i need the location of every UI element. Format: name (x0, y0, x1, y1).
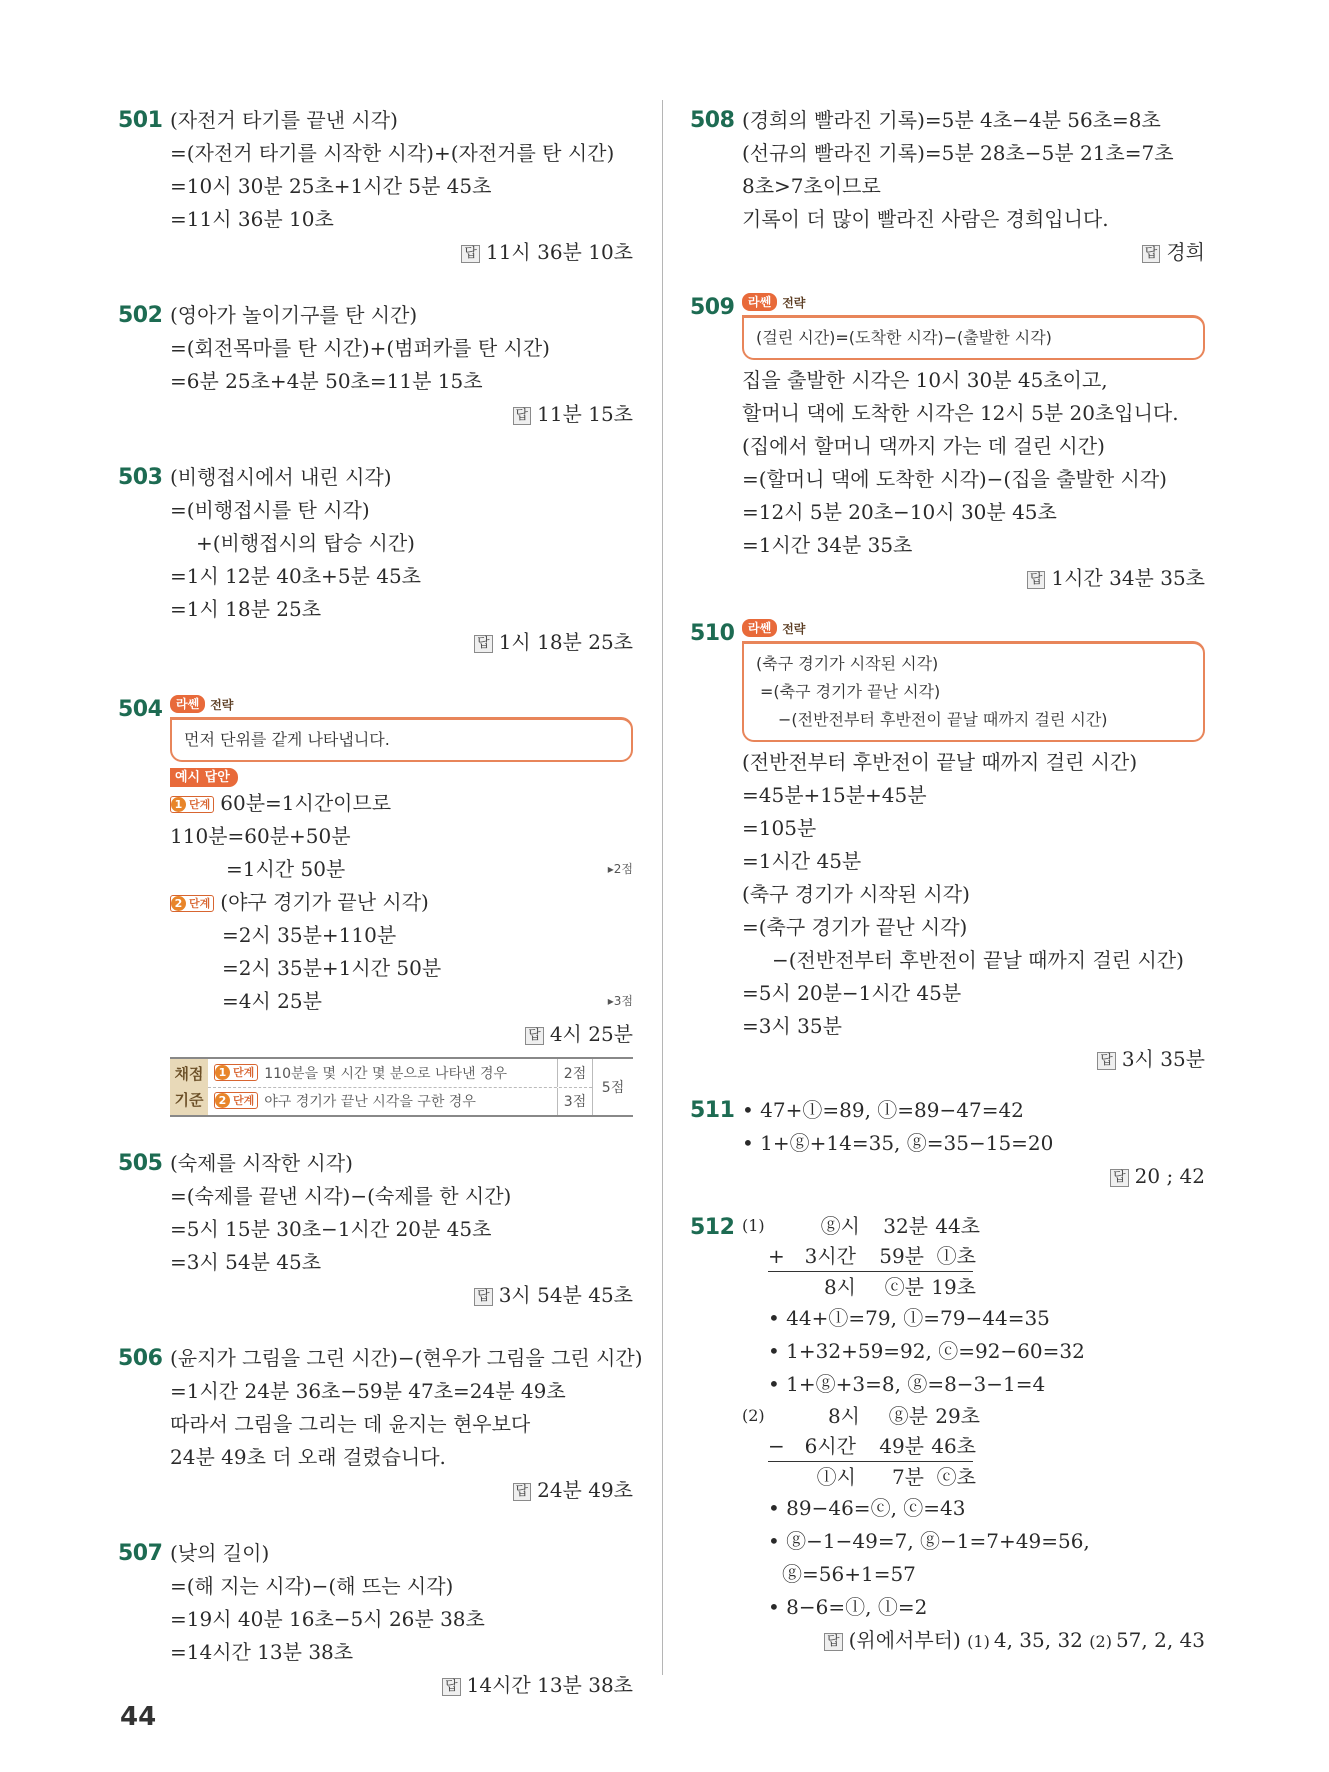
solution-line: =1시간 34분 35초 (742, 533, 913, 557)
problem-501 (118, 104, 633, 269)
solution-line: • ⓖ−1−49=7, ⓖ−1=7+49=56, (768, 1529, 1090, 1553)
problem-512 (690, 1211, 1205, 1658)
problem-number: 503 (118, 465, 163, 490)
strategy-box (742, 641, 1205, 742)
solution-line: • 89−46=ⓒ, ⓒ=43 (768, 1496, 966, 1520)
solution-line: (숙제를 시작한 시각) (170, 1151, 353, 1175)
problem-number: 510 (690, 621, 735, 646)
solution-line: • 8−6=ⓛ, ⓛ=2 (768, 1595, 928, 1619)
answer-icon: 답 (1110, 1169, 1129, 1187)
answer-icon: 답 (1027, 571, 1046, 589)
solution-line: =3시 54분 45초 (170, 1250, 322, 1274)
grading-total: 5점 (592, 1059, 633, 1115)
solution-line: (영아가 놀이기구를 탄 시간) (170, 303, 418, 327)
step1-line: 110분=60분+50분 (170, 824, 351, 848)
answer-icon: 답 (461, 245, 480, 263)
solution-line: =10시 30분 25초+1시간 5분 45초 (170, 174, 492, 198)
strategy-badge (742, 617, 1205, 639)
solution-line: +(비행접시의 탑승 시간) (196, 531, 415, 555)
solution-line: =5시 20분−1시간 45분 (742, 981, 962, 1005)
strategy-badge (742, 291, 1205, 313)
strategy-label: 전략 (782, 295, 806, 310)
solution-line: =1시 12분 40초+5분 45초 (170, 564, 421, 588)
step-badge-1: 1 단계 (170, 796, 214, 813)
solution-line: (전반전부터 후반전이 끝날 때까지 걸린 시간) (742, 750, 1138, 774)
answer-icon: 답 (824, 1633, 843, 1651)
solution-line: (선규의 빨라진 기록)=5분 28초−5분 21초=7초 (742, 141, 1174, 165)
step1-points: ▸2점 (607, 862, 633, 876)
solution-line: =12시 5분 20초−10시 30분 45초 (742, 500, 1057, 524)
solution-line: =45분+15분+45분 (742, 783, 927, 807)
strategy-text: 먼저 단위를 같게 나타냅니다. (184, 730, 390, 749)
raseen-label: 라쎈 (742, 619, 777, 637)
solution-line: • 1+32+59=92, ⓒ=92−60=32 (768, 1339, 1085, 1363)
answer (742, 236, 1205, 269)
vertical-addition (742, 1211, 1205, 1302)
vertical-row: + 3시간 59분 ⓛ초 (768, 1244, 976, 1268)
answer-text: 24분 49초 (537, 1478, 633, 1502)
problem-number: 504 (118, 697, 163, 722)
solution-line: 24분 49초 더 오래 걸렸습니다. (170, 1445, 446, 1469)
problem-number: 511 (690, 1098, 735, 1123)
raseen-label: 라쎈 (742, 293, 777, 311)
problem-510 (690, 617, 1205, 1076)
problem-number: 502 (118, 303, 163, 328)
solution-line: • 44+ⓛ=79, ⓛ=79−44=35 (768, 1306, 1050, 1330)
solution-line: (비행접시에서 내린 시각) (170, 465, 392, 489)
solution-line: =(숙제를 끝낸 시각)−(숙제를 한 시간) (170, 1184, 512, 1208)
strategy-text: −(전반전부터 후반전이 끝날 때까지 걸린 시간) (778, 710, 1108, 729)
solution-line: =(회전목마를 탄 시간)+(범퍼카를 탄 시간) (170, 336, 550, 360)
solution-line: =1시간 45분 (742, 849, 862, 873)
step-badge-2: 2 단계 (214, 1092, 258, 1109)
strategy-box (742, 315, 1205, 360)
solution-line: 집을 출발한 시각은 10시 30분 45초이고, (742, 368, 1108, 392)
solution-line: (윤지가 그림을 그린 시간)−(현우가 그림을 그린 시간) (170, 1346, 643, 1370)
strategy-box (170, 717, 633, 762)
solution-line: =(비행접시를 탄 시각) (170, 498, 370, 522)
answer (170, 1018, 633, 1051)
solution-line: =(축구 경기가 끝난 시각) (742, 915, 968, 939)
step2-line: 2 단계 (야구 경기가 끝난 시각) (170, 886, 633, 919)
vertical-row: ⓛ시 7분 ⓒ초 (816, 1465, 976, 1489)
vertical-subtraction (742, 1401, 1205, 1492)
problem-511 (690, 1094, 1205, 1193)
solution-line: =105분 (742, 816, 817, 840)
strategy-label: 전략 (782, 621, 806, 636)
strategy-text: =(축구 경기가 끝난 시각) (760, 682, 941, 701)
problem-505 (118, 1147, 633, 1312)
page-number: 44 (120, 1702, 157, 1732)
answer (742, 1043, 1205, 1076)
solution-line: ⓖ=56+1=57 (782, 1562, 916, 1586)
answer-text: 경희 (1166, 240, 1205, 264)
answer-text: 11시 36분 10초 (485, 240, 633, 264)
solution-line: =6분 25초+4분 50초=11분 15초 (170, 369, 483, 393)
problem-number: 509 (690, 295, 735, 320)
answer (742, 562, 1205, 595)
vertical-row: (1) ⓖ시 32분 44초 (742, 1214, 980, 1238)
solution-line: (자전거 타기를 끝낸 시각) (170, 108, 398, 132)
solution-line: (경희의 빨라진 기록)=5분 4초−4분 56초=8초 (742, 108, 1161, 132)
left-column (118, 104, 643, 1702)
column-divider (662, 100, 663, 1675)
answer-text: 11분 15초 (537, 402, 633, 426)
problem-507 (118, 1537, 633, 1702)
answer-text: 20 ; 42 (1134, 1164, 1205, 1188)
strategy-badge (170, 693, 633, 715)
answer-text: 3시 35분 (1121, 1047, 1205, 1071)
answer-icon: 답 (442, 1678, 461, 1696)
solution-line: =(자전거 타기를 시작한 시각)+(자전거를 탄 시간) (170, 141, 615, 165)
step2-line: =4시 25분 ▸3점 (170, 985, 633, 1018)
vertical-row: 8시 ⓒ분 19초 (823, 1275, 976, 1299)
answer (170, 236, 633, 269)
answer: 답 (위에서부터) (1) 4, 35, 32 (2) 57, 2, 43 (742, 1624, 1205, 1658)
solution-line: =(해 지는 시각)−(해 뜨는 시각) (170, 1574, 454, 1598)
solution-line: =14시간 13분 38초 (170, 1640, 354, 1664)
problem-502 (118, 299, 633, 431)
solution-line: • 1+ⓖ+14=35, ⓖ=35−15=20 (742, 1131, 1054, 1155)
grading-row: 1 단계 110분을 몇 시간 몇 분으로 나타낸 경우 2점 (208, 1059, 592, 1088)
solution-line: =19시 40분 16초−5시 26분 38초 (170, 1607, 485, 1631)
example-answer-badge: 예시 답안 (170, 768, 238, 787)
solution-line: =(할머니 댁에 도착한 시각)−(집을 출발한 시각) (742, 467, 1167, 491)
problem-number: 512 (690, 1215, 735, 1240)
answer (170, 1669, 633, 1702)
step2-line: =2시 35분+110분 (222, 923, 397, 947)
answer-text: 3시 54분 45초 (498, 1283, 633, 1307)
answer-icon: 답 (525, 1027, 544, 1045)
strategy-text: (걸린 시간)=(도착한 시각)−(출발한 시각) (756, 328, 1052, 347)
step2-line: =2시 35분+1시간 50분 (222, 956, 442, 980)
answer-text: 1시 18분 25초 (498, 630, 633, 654)
grading-row: 2 단계 야구 경기가 끝난 시각을 구한 경우 3점 (208, 1088, 592, 1116)
problem-506 (118, 1342, 643, 1507)
vertical-row: − 6시간 49분 46초 (768, 1434, 976, 1458)
answer (170, 1474, 633, 1507)
answer (170, 1279, 633, 1312)
solution-line: −(전반전부터 후반전이 끝날 때까지 걸린 시간) (772, 948, 1184, 972)
step1-line: 1 단계 60분=1시간이므로 (170, 787, 633, 820)
problem-508 (690, 104, 1205, 269)
solution-line: (집에서 할머니 댁까지 가는 데 걸린 시간) (742, 434, 1105, 458)
strategy-label: 전략 (210, 697, 234, 712)
problem-number: 501 (118, 108, 163, 133)
solution-line: =1시 18분 25초 (170, 597, 322, 621)
solution-line: • 1+ⓖ+3=8, ⓖ=8−3−1=4 (768, 1372, 1046, 1396)
answer-text: 4시 25분 (549, 1022, 633, 1046)
solution-line: • 47+ⓛ=89, ⓛ=89−47=42 (742, 1098, 1024, 1122)
grading-label: 채점 기준 (170, 1059, 208, 1115)
problem-number: 505 (118, 1151, 163, 1176)
grading-criteria-table (170, 1057, 633, 1117)
answer-icon: 답 (513, 1483, 532, 1501)
problem-503 (118, 461, 633, 659)
solution-line: =5시 15분 30초−1시간 20분 45초 (170, 1217, 492, 1241)
answer-text: 1시간 34분 35초 (1051, 566, 1205, 590)
step-badge-1: 1 단계 (214, 1064, 258, 1081)
right-column (690, 104, 1205, 1658)
solution-line: (낮의 길이) (170, 1541, 270, 1565)
answer-icon: 답 (474, 1288, 493, 1306)
answer-icon: 답 (513, 407, 532, 425)
answer-icon: 답 (474, 635, 493, 653)
solution-line: (축구 경기가 시작된 시각) (742, 882, 970, 906)
answer-icon: 답 (1097, 1052, 1116, 1070)
problem-504 (118, 693, 633, 1117)
solution-line: 따라서 그림을 그리는 데 윤지는 현우보다 (170, 1412, 531, 1436)
raseen-label: 라쎈 (170, 695, 205, 713)
solution-line: 8초>7초이므로 (742, 174, 881, 198)
solution-line: 기록이 더 많이 빨라진 사람은 경희입니다. (742, 207, 1109, 231)
answer-icon: 답 (1142, 245, 1161, 263)
solution-line: 할머니 댁에 도착한 시각은 12시 5분 20초입니다. (742, 401, 1179, 425)
problem-number: 506 (118, 1346, 163, 1371)
solution-line: =11시 36분 10초 (170, 207, 334, 231)
problem-number: 508 (690, 108, 735, 133)
step1-line: =1시간 50분 ▸2점 (170, 853, 633, 886)
answer (170, 398, 633, 431)
problem-509 (690, 291, 1205, 595)
step-badge-2: 2 단계 (170, 895, 214, 912)
solution-line: =1시간 24분 36초−59분 47초=24분 49초 (170, 1379, 566, 1403)
step2-points: ▸3점 (607, 994, 633, 1008)
answer (742, 1160, 1205, 1193)
strategy-text: (축구 경기가 시작된 시각) (756, 654, 939, 673)
solution-line: =3시 35분 (742, 1014, 842, 1038)
answer-text: 14시간 13분 38초 (466, 1673, 633, 1697)
vertical-row: (2) 8시 ⓖ분 29초 (742, 1404, 980, 1428)
answer (170, 626, 633, 659)
problem-number: 507 (118, 1541, 163, 1566)
